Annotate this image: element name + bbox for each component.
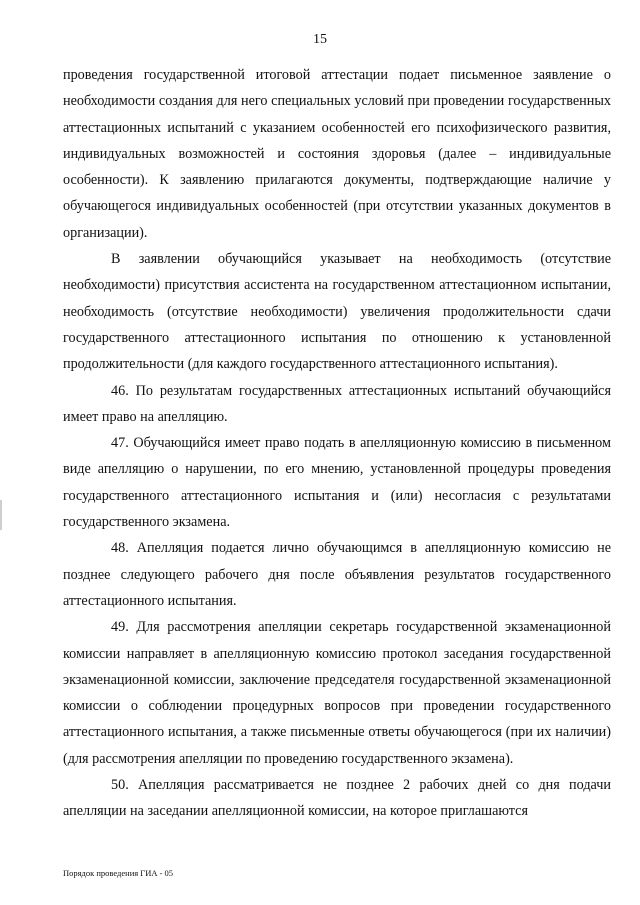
page-number: 15: [313, 32, 327, 47]
paragraph-47: 47. Обучающийся имеет право подать в апелляционную комиссию в письменном виде апелляцию о нарушении, по его мнению, установленной процедуры проведения государственного аттестационного испытания и (или) несогласия с результатами государственного экзамена.: [63, 435, 611, 531]
paragraph-49: 49. Для рассмотрения апелляции секретарь государственной экзаменационной комиссии направляет в апелляционную комиссию протокол заседания государственной экзаменационной комиссии, заключение председателя государственной экзаменационной комиссии о соблюдении процедурных вопросов при проведении государственного аттестационного испытания, а также письменные ответы обучающегося (при их наличии) (для рассмотрения апелляции по проведению государственного экзамена).: [63, 619, 611, 767]
paragraph-application-content: В заявлении обучающийся указывает на необходимость (отсутствие необходимости) присутствия ассистента на государственном аттестационном испытании, необходимость (отсутствие необходимости) увеличения продолжительности сдачи государственного аттестационного испытания по отношению к установленной продолжительности (для каждого государственного аттестационного испытания).: [63, 251, 611, 373]
paragraph-48: 48. Апелляция подается лично обучающимся в апелляционную комиссию не позднее следующего рабочего дня после объявления результатов государственного аттестационного испытания.: [63, 540, 611, 609]
paragraph-50: 50. Апелляция рассматривается не позднее 2 рабочих дней со дня подачи апелляции на заседании апелляционной комиссии, на которое приглашаются: [63, 777, 611, 820]
document-body: [63, 62, 611, 825]
scan-edge-mark: [0, 500, 2, 530]
paragraph-continuation: проведения государственной итоговой аттестации подает письменное заявление о необходимости создания для него специальных условий при проведении государственных аттестационных испытаний с указанием особенностей его психофизического развития, индивидуальных возможностей и состояния здоровья (далее – индивидуальные особенности). К заявлению прилагаются документы, подтверждающие наличие у обучающегося индивидуальных особенностей (при отсутствии указанных документов в организации).: [63, 67, 611, 241]
page-footer: Порядок проведения ГИА - 05: [63, 868, 174, 878]
paragraph-46: 46. По результатам государственных аттестационных испытаний обучающийся имеет право на апелляцию.: [63, 382, 611, 425]
